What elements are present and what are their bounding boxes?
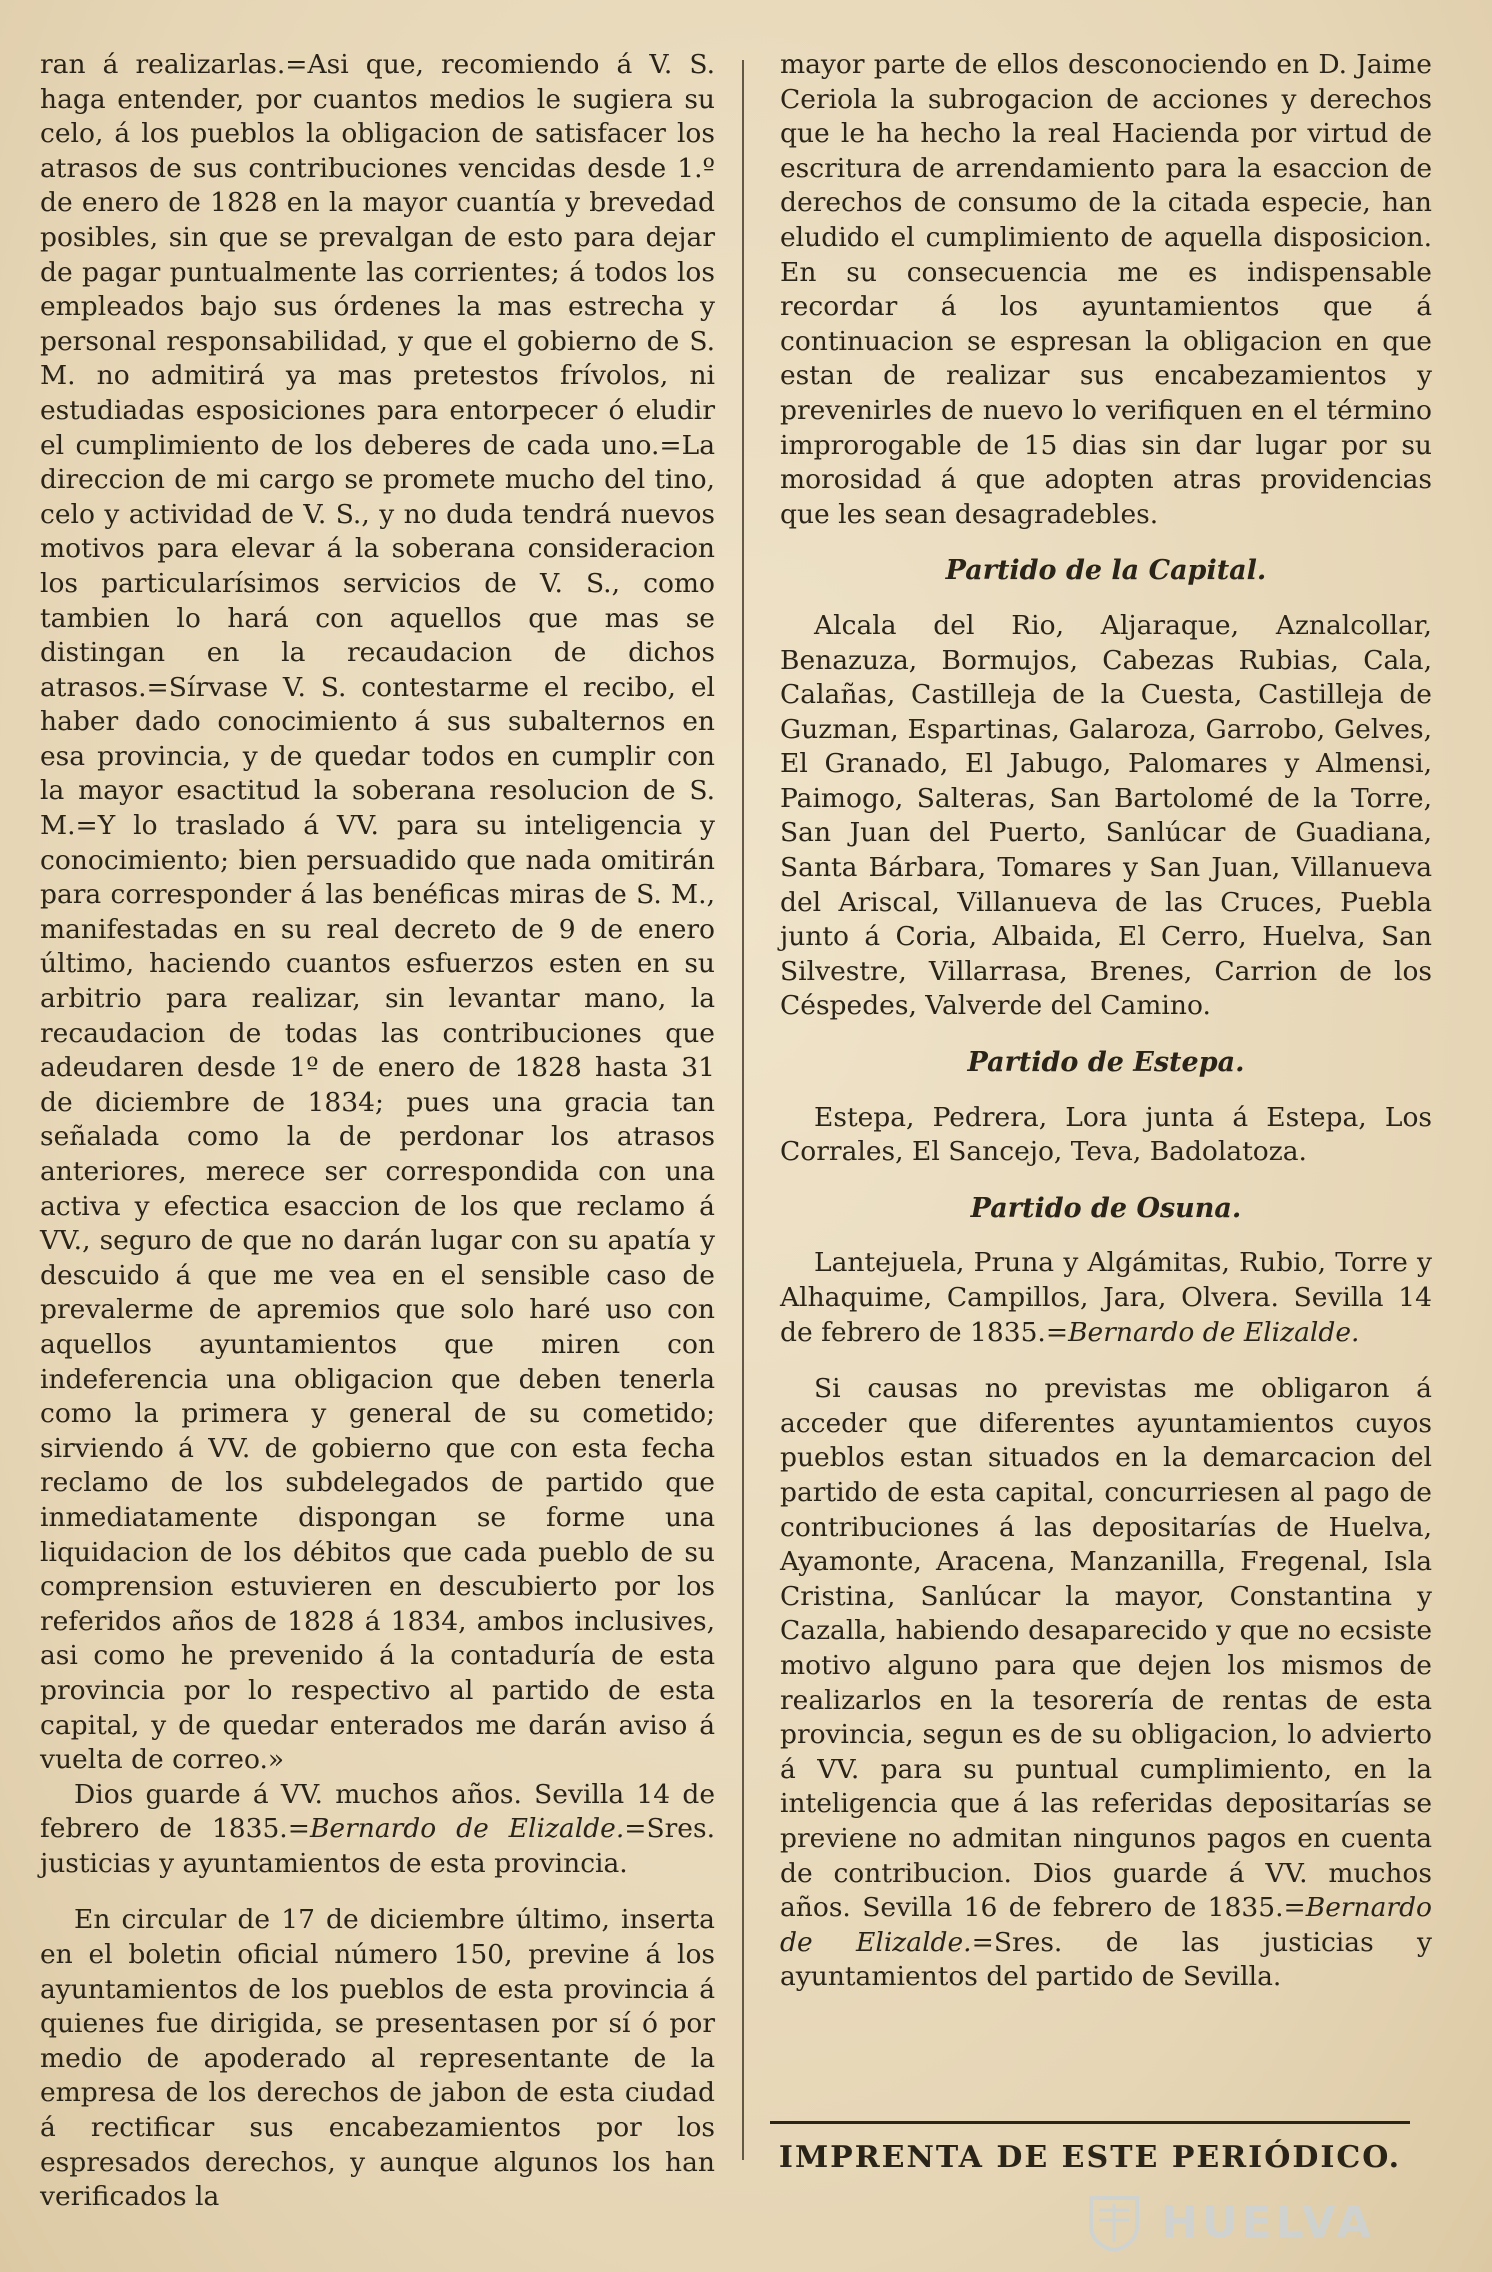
right-column [780,48,1432,1995]
right-signature-2: Bernardo de Elizalde. [780,1892,1432,1958]
right-paragraph-5 [780,1372,1432,1995]
left-signature: Bernardo de Elizalde. [309,1813,625,1845]
heading-partido-estepa: Partido de Estepa. [967,1047,1245,1079]
printer-footer: IMPRENTA DE ESTE PERIÓDICO. [778,2140,1402,2175]
left-closing-text: Dios guarde á VV. muchos años. Sevilla 14 de febrero de 1835.= [40,1778,715,1845]
heading-partido-capital: Partido de la Capital. [945,555,1267,587]
watermark-text: HUELVA [1161,2196,1375,2248]
left-paragraph-2 [40,1778,715,1882]
watermark [1085,2190,1415,2254]
column-divider [742,60,744,2160]
heading-partido-osuna: Partido de Osuna. [970,1192,1242,1224]
right-paragraph-1: mayor parte de ellos desconociendo en D. Jaime Ceriola la subrogacion de acciones y derechos que le ha hecho la real Hacienda por virtud de escritura de arrendamiento para la esaccion de derechos de consumo de la citada especie, han eludido el cumplimiento de aquella disposicion. En su consecuencia me es indispensable recordar á los ayuntamientos que á continuacion se espresan la obligacion en que estan de realizar sus encabezamientos y prevenirles de nuevo lo verifiquen en el término improrogable de 15 dias sin dar lugar por su morosidad á que adopten atras providencias que les sean desagradebles. [780,49,1432,530]
footer-rule [770,2121,1410,2124]
list-capital-towns: Alcala del Rio, Aljaraque, Aznalcollar, Benazuza, Bormujos, Cabezas Rubias, Cala, Calañas, Castilleja de la Cuesta, Castilleja de Guzman, Espartinas, Galaroza, Garrobo, Gelves, El Granado, El Jabugo, Palomares y Almensi, Paimogo, Salteras, San Bartolomé de la Torre, San Juan del Puerto, Sanlúcar de Guadiana, Santa Bárbara, Tomares y San Juan, Villanueva del Ariscal, Villanueva de las Cruces, Puebla junto á Coria, Albaida, El Cerro, Huelva, San Silvestre, Villarrasa, Brenes, Carrion de los Céspedes, Valverde del Camino. [780,609,1432,1022]
osuna-towns-text: Lantejuela, Pruna y Algámitas, Rubio, Torre y Alhaquime, Campillos, Jara, Olvera. Sevilla 14 de febrero de 1835.= [780,1247,1432,1348]
left-paragraph-3: En circular de 17 de diciembre último, inserta en el boletin oficial número 150, previne á los ayuntamientos de los pueblos de esta provincia á quienes fue dirigida, se presentasen por sí ó por medio de apoderado al representante de la empresa de los derechos de jabon de esta ciudad á rectificar sus encabezamientos por los espresados derechos, y aunque algunos los han verificados la [40,1904,715,2213]
right-addressee: =Sres. de las justicias y ayuntamientos del partido de Sevilla. [780,1926,1432,1993]
right-signature-1: Bernardo de Elizalde. [1068,1316,1360,1348]
left-column [40,48,715,2215]
left-addressee: =Sres. justicias y ayuntamientos de esta provincia. [40,1813,715,1879]
right-paragraph-5-text: Si causas no previstas me obligaron á acceder que diferentes ayuntamientos cuyos pueblos estan situados en la demarcacion del partido de esta capital, concurriesen al pago de contribuciones á las depositarías de Huelva, Ayamonte, Aracena, Manzanilla, Fregenal, Isla Cristina, Sanlúcar la mayor, Constantina y Cazalla, habiendo desaparecido y que no ecsiste motivo alguno para que dejen los mismos de realizarlos en la tesorería de rentas de esta provincia, segun es de su obligacion, lo advierto á VV. para su puntual cumplimiento, en la inteligencia que á las referidas depositarías se previene no admitan ningunos pagos en cuenta de contribucion. Dios guarde á VV. muchos años. Sevilla 16 de febrero de 1835.= [780,1373,1432,1924]
list-estepa-towns: Estepa, Pedrera, Lora junta á Estepa, Los Corrales, El Sancejo, Teva, Badolatoza. [780,1101,1432,1168]
huelva-crest-icon [1085,2192,1143,2252]
list-osuna-towns [780,1246,1432,1350]
left-paragraph-1: ran á realizarlas.=Asi que, recomiendo á V. S. haga entender, por cuantos medios le sugiera su celo, á los pueblos la obligacion de satisfacer los atrasos de sus contribuciones vencidas desde 1.º de enero de 1828 en la mayor cuantía y brevedad posibles, sin que se prevalgan de esto para dejar de pagar puntualmente las corrientes; á todos los empleados bajo sus órdenes la mas estrecha y personal responsabilidad, y que el gobierno de S. M. no admitirá ya mas pretestos frívolos, ni estudiadas esposiciones para entorpecer ó eludir el cumplimiento de los deberes de cada uno.=La direccion de mi cargo se promete mucho del tino, celo y actividad de V. S., y no duda tendrá nuevos motivos para elevar á la soberana consideracion los particularísimos servicios de V. S., como tambien lo hará con aquellos que mas se distingan en la recaudacion de dichos atrasos.=Sírvase V. S. contestarme el recibo, el haber dado conocimiento á sus subalternos en esa provincia, y de quedar todos en cumplir con la mayor esactitud la soberana resolucion de S. M.=Y lo traslado á VV. para su inteligencia y conocimiento; bien persuadido que nada omitirán para corresponder á las benéficas miras de S. M., manifestadas en su real decreto de 9 de enero último, haciendo cuantos esfuerzos esten en su arbitrio para realizar, sin levantar mano, la recaudacion de todas las contribuciones que adeudaren desde 1º de enero de 1828 hasta 31 de diciembre de 1834; pues una gracia tan señalada como la de perdonar los atrasos anteriores, merece ser correspondida con una activa y efectica esaccion de los que reclamo á VV., seguro de que no darán lugar con su apatía y descuido á que me vea en el sensible caso de prevalerme de apremios que solo haré uso con aquellos ayuntamientos que miren con indeferencia una obligacion que deben tenerla como la primera y general de su cometido; sirviendo á VV. de gobierno que con esta fecha reclamo de los subdelegados de partido que inmediatamente dispongan se forme una liquidacion de los débitos que cada pueblo de su comprension estuvieren en descubierto por los referidos años de 1828 á 1834, ambos inclusives, asi como he prevenido á la contaduría de esta provincia por lo respectivo al partido de esta capital, y de quedar enterados me darán aviso á vuelta de correo.» [40,49,715,1776]
